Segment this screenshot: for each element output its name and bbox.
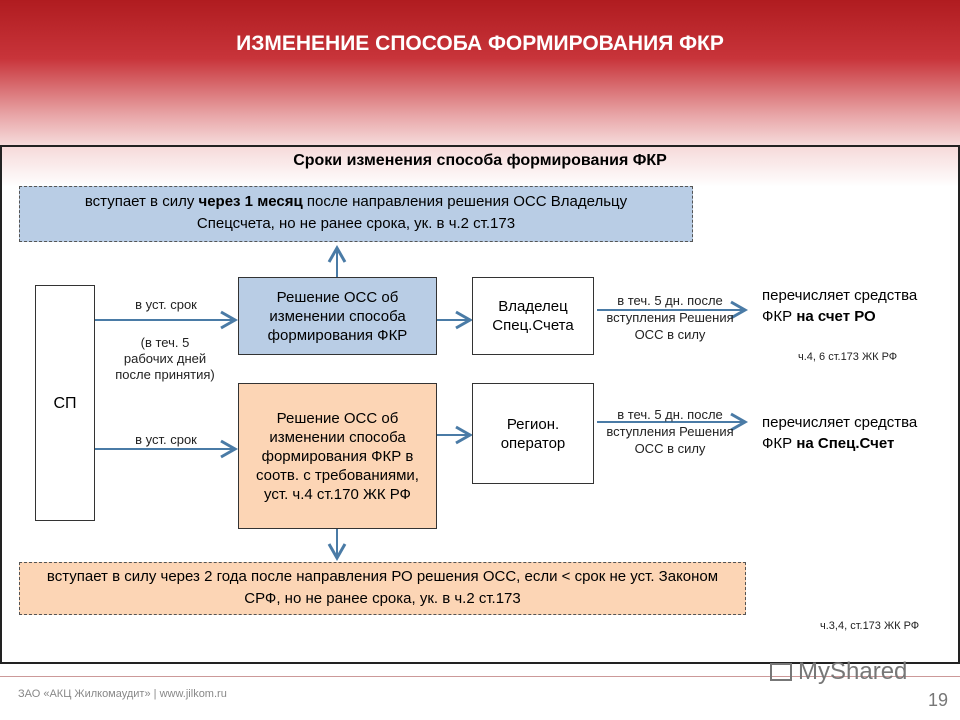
footer-separator: | — [153, 688, 157, 700]
label-sp-mid: (в теч. 5 рабочих дней после принятия) — [115, 335, 215, 382]
watermark-text: MyShared — [798, 658, 908, 685]
label-owner: в теч. 5 дн. после вступления Решения ОСС в силу — [606, 293, 734, 342]
label-sp-top: в уст. срок — [135, 297, 197, 312]
result-2 — [762, 412, 927, 454]
footer-site[interactable]: www.jilkom.ru — [159, 688, 227, 700]
sp-box: СП — [35, 285, 95, 521]
bottom-ref: ч.3,4, ст.173 ЖК РФ — [820, 620, 920, 632]
label-operator: в теч. 5 дн. после вступления Решения ОСС в силу — [606, 407, 734, 456]
presentation-icon — [770, 663, 792, 681]
owner-box: Владелец Спец.Счета — [472, 277, 594, 355]
watermark — [770, 658, 907, 686]
operator-box: Регион. оператор — [472, 383, 594, 484]
diagram-subtitle: Сроки изменения способа формирования ФКР — [293, 152, 667, 169]
result-2-bold: на Спец.Счет — [796, 435, 895, 452]
top-note-text-2: после направления решения ОСС Владельцу Спецсчета, но не ранее срока, ук. в ч.2 ст.173 — [196, 193, 628, 232]
bottom-note: вступает в силу через 2 года после направления РО решения ОСС, если < срок не уст. Законом СРФ, но не ранее срока, ук. в ч.2 ст.173 — [19, 562, 746, 615]
page-title: ИЗМЕНЕНИЕ СПОСОБА ФОРМИРОВАНИЯ ФКР — [236, 32, 724, 55]
result-1-text: перечисляет средства ФКР — [762, 287, 918, 325]
label-sp-bottom: в уст. срок — [135, 432, 197, 447]
top-note-text: вступает в силу — [84, 193, 199, 210]
result-1 — [762, 285, 927, 327]
result-1-ref: ч.4, 6 ст.173 ЖК РФ — [798, 351, 898, 363]
footer-company: ЗАО «АКЦ Жилкомаудит» — [18, 688, 151, 700]
result-2-text: перечисляет средства ФКР — [762, 414, 918, 452]
result-1-bold: на счет РО — [796, 308, 876, 325]
decision-1-box: Решение ОСС об изменении способа формирования ФКР — [238, 277, 437, 355]
page-number: 19 — [928, 690, 949, 710]
footer-text — [18, 688, 227, 700]
top-note-bold: через 1 месяц — [198, 193, 303, 210]
decision-2-box: Решение ОСС об изменении способа формирования ФКР в соотв. с требованиями, уст. ч.4 ст.170 ЖК РФ — [238, 383, 437, 529]
